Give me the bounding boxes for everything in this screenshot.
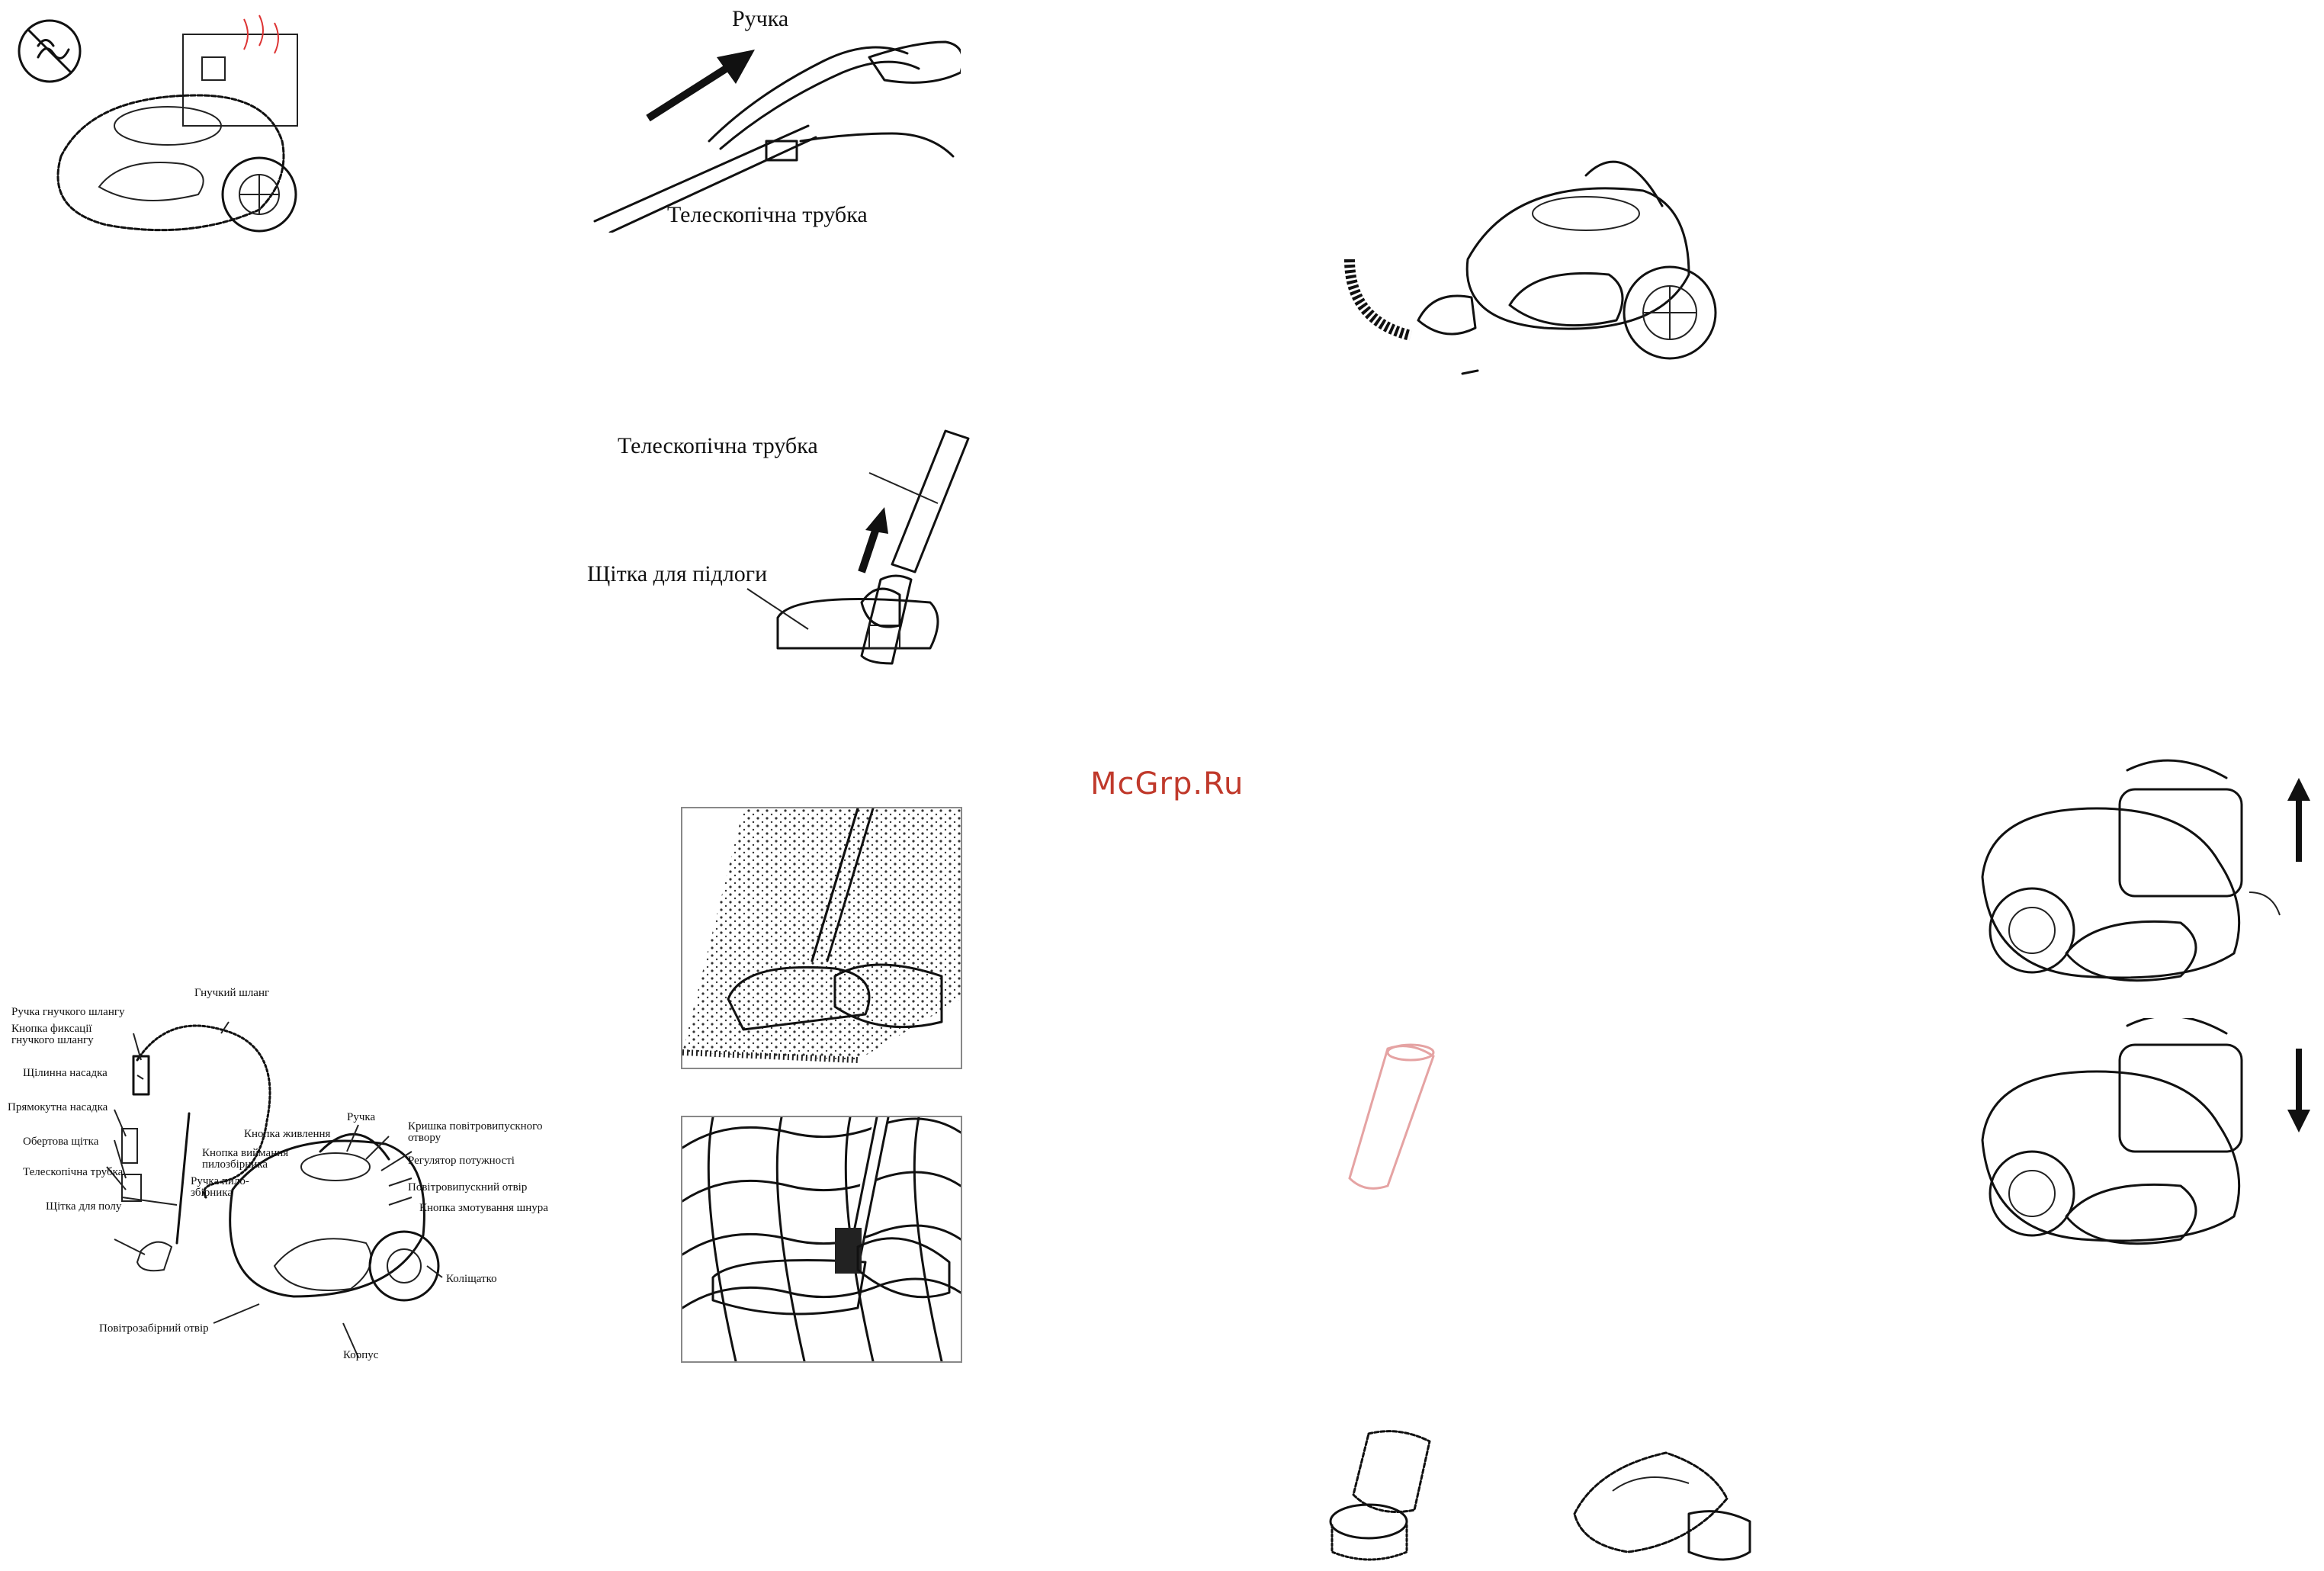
upholstery-nozzle-figure bbox=[1567, 1430, 1757, 1567]
part-label: Кнопка змотування шнура bbox=[419, 1202, 548, 1214]
carpet-cleaning-figure bbox=[681, 807, 962, 1069]
part-label: Регулятор потужності bbox=[408, 1155, 515, 1167]
arrow-up-icon bbox=[2287, 778, 2310, 862]
part-label: Коліщатко bbox=[446, 1273, 497, 1285]
telescopic-tube-label-2: Телескопічна трубка bbox=[618, 433, 818, 458]
part-label: Кнопка виймання пилозбірника bbox=[202, 1147, 289, 1171]
part-label: Гнучкий шланг bbox=[194, 987, 270, 999]
watermark-text: McGrp.Ru bbox=[1090, 766, 1244, 802]
part-label: Телескопічна трубка bbox=[23, 1166, 124, 1178]
part-label: Щітка для полу bbox=[46, 1200, 122, 1213]
part-label: Повітрозабірний отвір bbox=[99, 1322, 209, 1335]
dust-container-insert-figure bbox=[1960, 1018, 2318, 1262]
part-label: Кнопка фиксації гнучкого шлангу bbox=[11, 1023, 94, 1046]
part-label: Повітровипускний отвір bbox=[408, 1181, 528, 1194]
arrow-down-icon bbox=[2287, 1049, 2310, 1132]
no-water-icon bbox=[19, 21, 80, 82]
part-label: Ручка пило- збірника bbox=[191, 1175, 249, 1199]
part-label: Обертова щітка bbox=[23, 1136, 99, 1148]
part-label: Кришка повітровипускного отвору bbox=[408, 1120, 543, 1144]
brush-attach-figure bbox=[579, 427, 976, 686]
part-label: Ручка bbox=[347, 1111, 376, 1123]
part-label: Щілинна насадка bbox=[23, 1067, 108, 1079]
hose-connection-figure bbox=[1334, 145, 1746, 389]
floor-brush-label: Щітка для підлоги bbox=[587, 561, 768, 586]
dust-container-removal-figure bbox=[1960, 755, 2318, 999]
crevice-nozzle-faded bbox=[1331, 1041, 1468, 1194]
hard-floor-cleaning-figure bbox=[681, 1116, 962, 1363]
part-label: Прямокутна насадка bbox=[8, 1101, 108, 1113]
parts-diagram bbox=[0, 976, 564, 1373]
part-label: Ручка гнучкого шлангу bbox=[11, 1006, 125, 1018]
telescopic-tube-label: Телескопічна трубка bbox=[667, 202, 868, 227]
part-label: Корпус bbox=[343, 1349, 379, 1361]
round-brush-figure bbox=[1323, 1426, 1437, 1563]
handle-label: Ручка bbox=[732, 6, 789, 31]
part-label: Кнопка живлення bbox=[244, 1128, 331, 1140]
handle-tube-figure bbox=[579, 4, 961, 233]
vacuum-warning-figure bbox=[8, 11, 328, 255]
